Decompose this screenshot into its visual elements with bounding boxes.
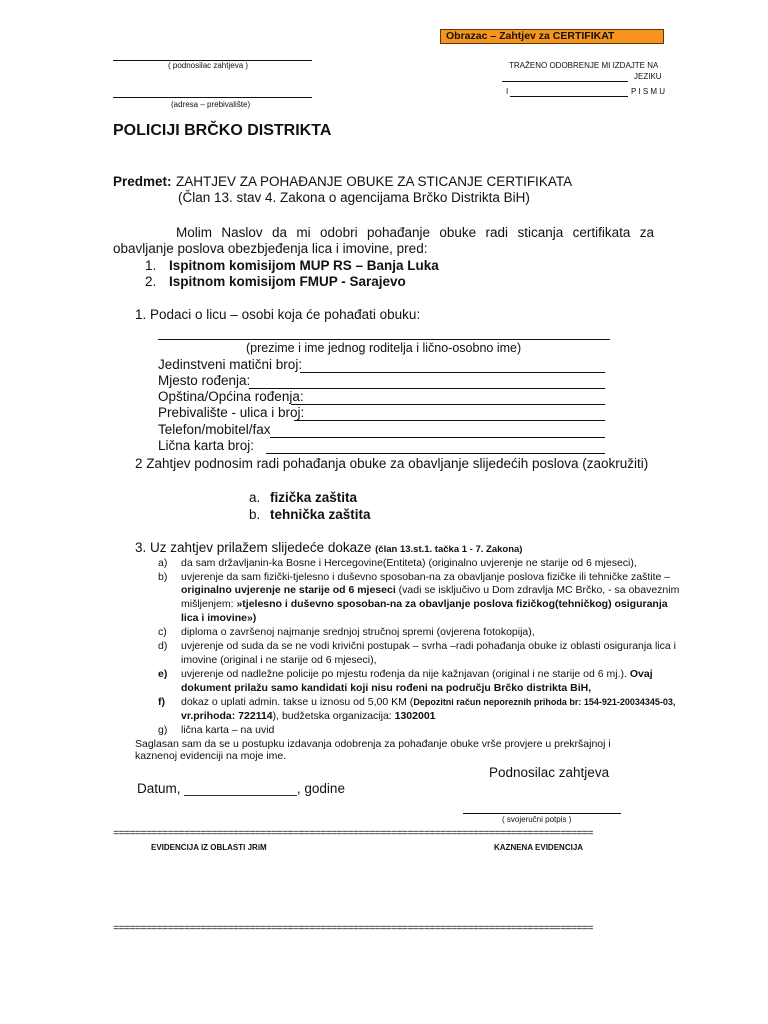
applicant-address-line[interactable] [113, 97, 312, 98]
evidence-f-line1-bold: Depozitni račun neporeznih prihoda br: 154-921-20034345-03, [413, 697, 676, 707]
evidence-b-line2-rest: (vadi se isključivo u Dom zdravlja MC Brčko, - sa obaveznim [398, 584, 680, 596]
evidence-f-line1-plain: dokaz o uplati admin. takse u iznosu od 5,00 KM ( [181, 696, 414, 708]
field-line-phone[interactable] [270, 437, 605, 438]
evidence-a-text: da sam državljanin-ka Bosne i Hercegovine(Entiteta) (originalno uvjerenje ne starije od 6 mjeseci), [181, 557, 637, 569]
option-b-text[interactable]: tehnička zaštita [270, 507, 371, 522]
field-label-residence: Prebivalište - ulica i broj: [158, 405, 305, 420]
evidence-b-label: b) [158, 571, 168, 583]
date-line[interactable] [137, 781, 345, 796]
approval-language-heading: TRAŽENO ODOBRENJE MI IZDAJTE NA [509, 61, 659, 70]
consent-paragraph [135, 738, 655, 762]
evidence-b-line2 [181, 584, 679, 596]
evidence-f-line2-bold2: 1302001 [394, 710, 436, 722]
signature-line[interactable] [463, 813, 621, 814]
footer-separator-top: ======================================================================================== [113, 829, 593, 839]
evidence-d-label: d) [158, 640, 168, 652]
field-line-residence[interactable] [294, 420, 605, 421]
evidence-f-label: f) [158, 696, 165, 708]
option-a-text[interactable]: fizička zaštita [270, 490, 358, 505]
intro-text: Molim Naslov da mi odobri pohađanje obuke radi sticanja certifikata za obavljanje poslova obezbjeđenja lica i imovine, pred: [113, 225, 654, 256]
evidence-b-line3-plain: mišljenjem: [181, 598, 237, 610]
evidence-e-label: e) [158, 668, 168, 680]
evidence-b-line2-bold: originalno uvjerenje ne starije od 6 mjeseci [181, 584, 396, 596]
addressee-heading: POLICIJI BRČKO DISTRIKTA [113, 122, 332, 139]
evidence-e-line1-plain: uvjerenje od nadležne policije po mjestu rođenja da nije kažnjavan (original i ne starije od 6 mj.). [181, 668, 627, 680]
language-blank-line[interactable] [502, 81, 628, 82]
evidence-b-line3 [181, 598, 668, 610]
option-a-letter: a. [249, 490, 261, 505]
evidence-f-line2-bold: vr.prihoda: 722114 [181, 710, 273, 722]
evidence-e-line1-bold: Ovaj [629, 668, 653, 680]
evidence-b-line1: uvjerenje da sam fizički-tjelesno i duševno sposoban-na za obavljanje poslova fizičke ili tehničke zaštite – [181, 571, 671, 583]
commission-1-text: Ispitnom komisijom MUP RS – Banja Luka [169, 258, 439, 273]
section2-title: 2 Zahtjev podnosim radi pohađanja obuke za obavljanje slijedećih poslova (zaokružiti) [135, 456, 649, 471]
evidence-e-line2: dokument prilažu samo kandidati koji nisu rođeni na području Brčko distrikta BiH, [181, 682, 592, 694]
form-type-badge: Obrazac – Zahtjev za CERTIFIKAT [440, 29, 664, 44]
commission-1-number: 1. [145, 258, 157, 273]
evidence-a-label: a) [158, 557, 168, 569]
signature-caption: ( svojeručni potpis ) [502, 815, 572, 824]
address-caption: (adresa – prebivalište) [171, 100, 251, 109]
field-label-phone: Telefon/mobitel/fax [158, 422, 271, 437]
date-suffix: , godine [296, 781, 345, 796]
evidence-b-line4: lica i imovine») [181, 612, 257, 624]
evidence-e-line1 [181, 668, 653, 680]
consent-text: Saglasan sam da se u postupku izdavanja odobrenja za pohađanje obuke vrše provjere u prekršajnoj i kaznenoj evidenciji na moje ime. [135, 738, 611, 762]
commission-2-text: Ispitnom komisijom FMUP - Sarajevo [169, 274, 406, 289]
evidence-c-text: diploma o završenoj najmanje srednjoj stručnoj spremi (ovjerena fotokopija), [181, 626, 535, 638]
subject-title: ZAHTJEV ZA POHAĐANJE OBUKE ZA STICANJE CERTIFIKATA [176, 174, 573, 189]
full-name-line[interactable] [158, 339, 610, 340]
evidence-f-line2-plain: ), budžetska organizacija: [272, 710, 395, 722]
evidence-b-line3-bold: »tjelesno i duševno sposoban-na za obavljanje poslova fizičkog(tehničkog) osiguranja [236, 598, 668, 610]
section3-title-text: 3. Uz zahtjev prilažem slijedeće dokaze [135, 540, 372, 555]
section3-title-note: (član 13.st.1. tačka 1 - 7. Zakona) [375, 544, 523, 555]
evidence-g-label: g) [158, 724, 168, 736]
language-label: JEZIKU [634, 72, 662, 81]
commission-2-number: 2. [145, 274, 157, 289]
evidence-f-line2 [181, 710, 436, 722]
full-name-caption: (prezime i ime jednog roditelja i lično-osobno ime) [246, 341, 522, 355]
field-line-id-card[interactable] [266, 453, 605, 454]
subject-label: Predmet: [113, 174, 172, 189]
date-prefix: Datum, [137, 781, 181, 796]
evidence-d-line2: imovine (original i ne starije od 6 mjeseci), [181, 654, 377, 666]
section1-title: 1. Podaci o licu – osobi koja će pohađati obuku: [135, 307, 421, 322]
evidence-c-label: c) [158, 626, 167, 638]
evidence-d-line1: uvjerenje od suda da se ne vodi krivični postupak – svrha –radi pohađanja obuke iz oblasti osiguranja lica i [181, 640, 676, 652]
field-label-birthplace: Mjesto rođenja: [158, 373, 251, 388]
script-blank-line[interactable] [510, 96, 628, 97]
footer-separator-bottom: ======================================================================================== [113, 924, 593, 934]
field-label-municipality: Opština/Općina rođenja: [158, 389, 304, 404]
evidence-f-line1 [181, 696, 675, 708]
section3-title [135, 540, 522, 555]
applicant-signature-label: Podnosilac zahtjeva [489, 765, 610, 780]
field-line-jmbg[interactable] [300, 372, 605, 373]
script-prefix-label: I [506, 87, 509, 96]
criminal-records-label: KAZNENA EVIDENCIJA [494, 843, 584, 852]
field-label-jmbg: Jedinstveni matični broj: [158, 357, 303, 372]
field-label-id-card: Lična karta broj: [158, 438, 255, 453]
option-b-letter: b. [249, 507, 261, 522]
evidence-g-text: lična karta – na uvid [181, 724, 275, 736]
intro-paragraph [113, 225, 654, 257]
date-blank[interactable]: _______________ [184, 781, 297, 796]
field-line-municipality[interactable] [291, 404, 605, 405]
applicant-caption: ( podnosilac zahtjeva ) [168, 61, 249, 70]
jrim-records-label: EVIDENCIJA IZ OBLASTI JRiM [151, 843, 267, 852]
script-label: P I S M U [631, 87, 666, 96]
subject-legal-basis: (Član 13. stav 4. Zakona o agencijama Brčko Distrikta BiH) [178, 190, 530, 205]
